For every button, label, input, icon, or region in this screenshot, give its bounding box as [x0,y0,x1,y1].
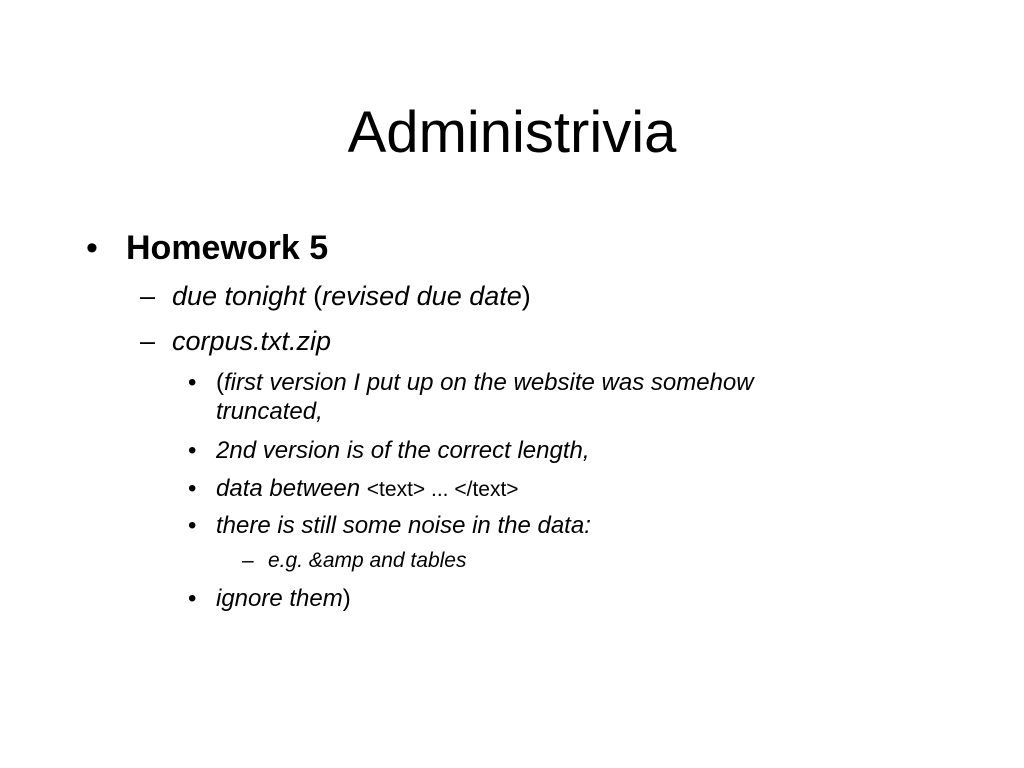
second-version-text: 2nd version is of the correct length, [216,437,590,464]
bullet-marker: • [188,369,197,396]
text-tag-code: <text> ... </text> [366,478,519,501]
dash-marker: – [140,326,156,356]
bullet-marker: • [188,512,197,539]
bullet-marker: • [188,585,197,612]
bullet-marker: • [188,437,197,464]
first-version-continued: truncated, [216,398,323,425]
bullet-marker: • [188,475,197,502]
bullet-marker: • [86,229,98,267]
ignore-text: ignore them [216,585,343,612]
paren-open: ( [305,281,323,311]
first-version-line [216,368,754,397]
dash-marker: – [140,281,156,311]
first-version-text: first version I put up on the website was somehow [224,369,754,396]
homework-heading: Homework 5 [126,229,329,267]
dash-marker: – [242,549,254,572]
slide-title: Administrivia [347,100,677,165]
ignore-line [216,584,351,613]
paren-open: ( [216,369,224,396]
due-tonight-text: due tonight [172,281,306,311]
noise-text: there is still some noise in the data: [216,512,591,539]
data-between-line [216,474,519,504]
noise-example-text: e.g. &amp and tables [268,549,467,572]
revised-due-text: revised due date [322,281,522,311]
due-date-line [172,279,531,313]
paren-close: ) [342,585,351,612]
corpus-filename: corpus.txt.zip [172,326,332,356]
paren-close: ) [521,281,531,311]
data-between-text: data between [216,475,367,502]
